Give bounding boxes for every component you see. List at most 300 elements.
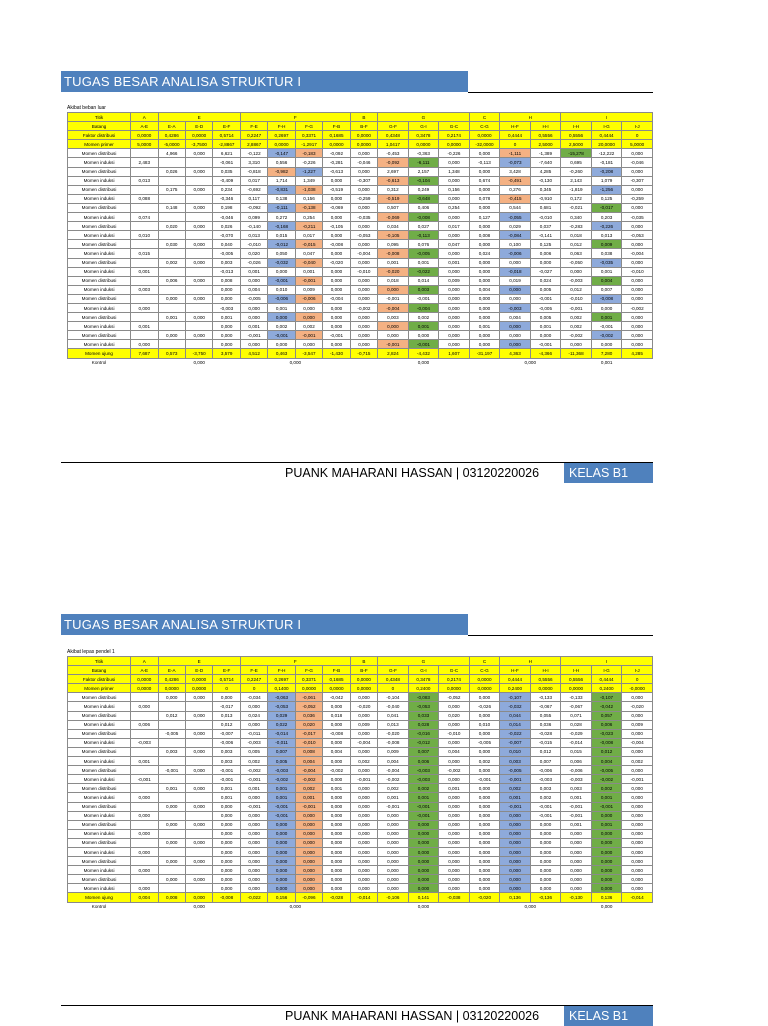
table-cell: -0,042 xyxy=(323,693,350,702)
table-cell: 0,026 xyxy=(213,222,240,231)
table-cell: 1,714 xyxy=(268,176,295,185)
table-cell: 0,000 xyxy=(268,857,295,866)
table-cell: 0,000 xyxy=(268,884,295,893)
table-cell: -0,001 xyxy=(408,294,439,303)
table-cell: 0,000 xyxy=(131,303,158,312)
table-cell: 0,000 xyxy=(213,322,240,331)
table-cell: -0,020 xyxy=(622,702,653,711)
table-cell: 0,000 xyxy=(622,820,653,829)
table-cell: 0,026 xyxy=(158,167,185,176)
table-cell: -0,010 xyxy=(295,738,322,747)
table-cell: 0,000 xyxy=(213,847,240,856)
table-cell: -0,061 xyxy=(213,158,240,167)
table-cell xyxy=(131,766,158,775)
table-cell: -0,001 xyxy=(350,775,377,784)
table-cell: 0,038 xyxy=(591,249,622,258)
table-cell: -0,409 xyxy=(213,176,240,185)
table-cell: 0,001 xyxy=(439,258,470,267)
table-cell: 0,029 xyxy=(268,711,295,720)
table-cell: -0,106 xyxy=(378,893,409,902)
table-cell: -0,003 xyxy=(213,303,240,312)
table-cell: 0,117 xyxy=(240,194,267,203)
footer-kelas-badge: KELAS B1 xyxy=(564,1006,653,1026)
table-cell: 0,000 xyxy=(622,185,653,194)
table-cell xyxy=(131,693,158,702)
table-cell xyxy=(131,203,158,212)
table-cell: -0,105 xyxy=(323,222,350,231)
table-cell: 0,4444 xyxy=(591,131,622,140)
table-cell: 0,000 xyxy=(439,213,470,222)
table-cell: 3,310 xyxy=(240,158,267,167)
table-cell: 0,000 xyxy=(439,294,470,303)
table-cell: 0,014 xyxy=(408,276,439,285)
table-cell: 0,001 xyxy=(295,267,322,276)
table-cell: 0,0000 xyxy=(439,684,470,693)
table-row xyxy=(68,793,653,802)
table-cell: -0,001 xyxy=(500,802,531,811)
table-cell: 0,000 xyxy=(131,866,158,875)
table-cell xyxy=(131,313,158,322)
table-cell: -0,018 xyxy=(500,267,531,276)
table-cell: 0,000 xyxy=(591,884,622,893)
table-cell: 0,000 xyxy=(439,757,470,766)
momen-ujung-row xyxy=(68,349,653,358)
table-cell: 0,000 xyxy=(408,866,439,875)
table-cell: -0,003 xyxy=(500,303,531,312)
table-cell: 0,3478 xyxy=(408,675,439,684)
row-label: Momen distribusi xyxy=(68,747,131,756)
table-cell: 0,000 xyxy=(350,693,377,702)
table-cell: 0,000 xyxy=(185,149,212,158)
table-cell: 0 xyxy=(622,131,653,140)
table-cell: -0,096 xyxy=(295,893,322,902)
table-cell: 0,000 xyxy=(350,222,377,231)
table-cell: -0,004 xyxy=(350,249,377,258)
table-cell: 0,000 xyxy=(350,149,377,158)
table-cell: 0,007 xyxy=(530,757,561,766)
table-cell: 0,2174 xyxy=(439,131,470,140)
table-cell: 0,000 xyxy=(439,811,470,820)
footer-author: PUANK MAHARANI HASSAN | 03120220026 xyxy=(285,466,540,480)
kontrol-value: 0,000 xyxy=(524,359,537,365)
table-cell: -0,020 xyxy=(378,267,409,276)
table-cell: 0,000 xyxy=(622,711,653,720)
table-cell: 0,000 xyxy=(185,893,212,902)
table-cell: 0,000 xyxy=(469,340,500,349)
table-cell: 0,001 xyxy=(131,267,158,276)
row-label: Momen distribusi xyxy=(68,149,131,158)
table-cell: 0,000 xyxy=(469,802,500,811)
table-cell: 0,000 xyxy=(500,285,531,294)
table-cell: -0,004 xyxy=(378,303,409,312)
table-cell: 0,001 xyxy=(408,322,439,331)
table-row xyxy=(68,766,653,775)
table-cell: 0,008 xyxy=(469,231,500,240)
table-cell: -0,226 xyxy=(591,222,622,231)
table-cell: -0,005 xyxy=(500,766,531,775)
table-cell: 0,002 xyxy=(378,784,409,793)
table-cell: -0,113 xyxy=(408,231,439,240)
table-cell: -0,001 xyxy=(268,331,295,340)
table-cell: 0,463 xyxy=(268,349,295,358)
table-cell: -2,8867 xyxy=(213,140,240,149)
table-cell: 0,044 xyxy=(500,711,531,720)
table-cell: 0,001 xyxy=(408,793,439,802)
row-label: Momen induksi xyxy=(68,176,131,185)
table-cell: 0,000 xyxy=(439,720,470,729)
table-cell: 0,001 xyxy=(240,784,267,793)
row-label: Momen induksi xyxy=(68,847,131,856)
table-cell: 0,003 xyxy=(213,258,240,267)
table-cell: 0,000 xyxy=(350,884,377,893)
table-cell: 0,015 xyxy=(268,231,295,240)
kontrol-value: 0,000 xyxy=(289,903,302,909)
table-cell: 0,000 xyxy=(185,747,212,756)
table-cell: -0,010 xyxy=(350,267,377,276)
table-cell: 0,003 xyxy=(530,784,561,793)
table-cell: 0,004 xyxy=(469,285,500,294)
table-row xyxy=(68,303,653,312)
table-cell: 0,2400 xyxy=(500,684,531,693)
table-cell: 0,001 xyxy=(469,322,500,331)
table-cell: 0,000 xyxy=(323,829,350,838)
table-cell: 0,000 xyxy=(469,829,500,838)
table-cell: 0,000 xyxy=(131,811,158,820)
table-cell: -0,017 xyxy=(295,729,322,738)
table-cell: 0,000 xyxy=(469,294,500,303)
table-cell: -0,140 xyxy=(240,222,267,231)
table-cell: 0,000 xyxy=(323,802,350,811)
table-cell: 0,001 xyxy=(378,793,409,802)
table-cell: -0,012 xyxy=(268,240,295,249)
table-cell: 0,000 xyxy=(268,847,295,856)
table-cell: 0,000 xyxy=(350,331,377,340)
table-cell: 0,003 xyxy=(408,285,439,294)
table-cell: 0,000 xyxy=(469,331,500,340)
table-cell: G-I xyxy=(408,666,439,675)
table-cell: E-F xyxy=(213,666,240,675)
titik-header-cell: I xyxy=(561,657,653,666)
table-cell: 0,024 xyxy=(240,711,267,720)
table-cell xyxy=(131,222,158,231)
table-cell: 0,000 xyxy=(500,838,531,847)
table-cell xyxy=(131,838,158,847)
table-cell: 0,001 xyxy=(591,267,622,276)
table-cell: 0,000 xyxy=(350,258,377,267)
table-cell: 0,000 xyxy=(323,838,350,847)
table-cell: 0,000 xyxy=(622,258,653,267)
table-cell: 0,028 xyxy=(561,720,592,729)
table-cell: 0,013 xyxy=(240,231,267,240)
table-cell: 0,312 xyxy=(378,185,409,194)
row-label: Momen distribusi xyxy=(68,820,131,829)
table-cell: 7,280 xyxy=(591,349,622,358)
table-cell: -0,042 xyxy=(591,702,622,711)
titik-header-cell: E xyxy=(158,113,240,122)
table-cell xyxy=(185,249,212,258)
table-cell: 0,000 xyxy=(378,884,409,893)
table-cell: 4,285 xyxy=(622,349,653,358)
table-cell: -0,001 xyxy=(378,340,409,349)
table-cell: 0,002 xyxy=(622,757,653,766)
row-label: Momen distribusi xyxy=(68,693,131,702)
table-cell: 0,000 xyxy=(469,884,500,893)
table-row xyxy=(68,203,653,212)
table-cell: 0,017 xyxy=(439,222,470,231)
table-cell: 0,000 xyxy=(439,884,470,893)
titik-header-cell: H xyxy=(500,657,561,666)
table-cell: 0,000 xyxy=(622,285,653,294)
table-cell: -0,004 xyxy=(408,303,439,312)
table-cell: -0,067 xyxy=(561,702,592,711)
table-cell: 0,001 xyxy=(213,793,240,802)
table-cell: 0 xyxy=(500,140,531,149)
table-cell: -0,648 xyxy=(408,194,439,203)
table-cell: 0,000 xyxy=(500,811,531,820)
table-cell: 0,000 xyxy=(439,866,470,875)
table-cell: -0,122 xyxy=(240,149,267,158)
table-cell: -0,001 xyxy=(561,802,592,811)
row-label: Momen induksi xyxy=(68,829,131,838)
table-cell: 0,4444 xyxy=(591,675,622,684)
table-cell: -3,750 xyxy=(185,349,212,358)
table-cell: -0,006 xyxy=(213,738,240,747)
table-cell: -0,001 xyxy=(378,294,409,303)
table-cell: -12,222 xyxy=(591,149,622,158)
table-cell: 0,000 xyxy=(622,802,653,811)
table-cell: 0,0000 xyxy=(469,131,500,140)
table-cell: 0,0000 xyxy=(408,140,439,149)
table-cell: 0,0000 xyxy=(158,684,185,693)
kontrol-value xyxy=(131,902,158,910)
table-cell: F-G xyxy=(295,666,322,675)
table-cell: 0,006 xyxy=(591,720,622,729)
table-cell: 0,007 xyxy=(408,747,439,756)
table-cell: -0,001 xyxy=(131,775,158,784)
table-cell: G-C xyxy=(439,666,470,675)
table-cell: 0,000 xyxy=(378,847,409,856)
table-cell: 0,156 xyxy=(439,185,470,194)
table-cell: 0,000 xyxy=(185,185,212,194)
table-cell: -0,006 xyxy=(268,294,295,303)
titik-header-cell: E xyxy=(158,657,240,666)
table-row xyxy=(68,820,653,829)
table-cell: 0,138 xyxy=(268,194,295,203)
table-cell: -0,002 xyxy=(268,775,295,784)
table-cell: -0,001 xyxy=(213,775,240,784)
table-cell: 0,000 xyxy=(408,820,439,829)
table-cell: 0,000 xyxy=(591,866,622,875)
table-cell: 0,000 xyxy=(350,811,377,820)
table-cell: 0,000 xyxy=(350,747,377,756)
table-cell: 0,007 xyxy=(591,285,622,294)
table-cell: 2,5000 xyxy=(530,140,561,149)
table-cell: 0,000 xyxy=(622,747,653,756)
table-cell: 0,0000 xyxy=(350,131,377,140)
table-cell: 0,006 xyxy=(408,757,439,766)
row-label: Momen distribusi xyxy=(68,875,131,884)
table-cell: -0,307 xyxy=(350,176,377,185)
table-row xyxy=(68,176,653,185)
table-cell: 0,0000 xyxy=(323,684,350,693)
table-cell: -0,113 xyxy=(469,158,500,167)
table-cell: 0,0000 xyxy=(131,684,158,693)
table-cell: 0,015 xyxy=(131,249,158,258)
table-cell: -0,008 xyxy=(378,738,409,747)
table-cell: 0,002 xyxy=(530,793,561,802)
table-row xyxy=(68,847,653,856)
table-cell: -0,017 xyxy=(591,203,622,212)
table-cell: 0,000 xyxy=(439,267,470,276)
table-cell: 0,000 xyxy=(439,702,470,711)
table-cell xyxy=(131,820,158,829)
table-cell: 0,000 xyxy=(378,857,409,866)
table-cell: 0,000 xyxy=(561,267,592,276)
row-label: Faktor distribusi xyxy=(68,131,131,140)
row-label: Momen distribusi xyxy=(68,766,131,775)
titik-header-cell: F xyxy=(240,657,350,666)
table-cell: 0,000 xyxy=(622,322,653,331)
table-cell: 0,000 xyxy=(295,857,322,866)
table-cell: 0,000 xyxy=(439,820,470,829)
table-row xyxy=(68,313,653,322)
table-cell: 0,000 xyxy=(439,829,470,838)
table-cell: 0,125 xyxy=(530,240,561,249)
table-cell: 0,0000 xyxy=(439,140,470,149)
table-cell: F-G xyxy=(295,122,322,131)
table-cell: -0,107 xyxy=(500,693,531,702)
table-cell: 0,000 xyxy=(185,711,212,720)
table-cell: 0,003 xyxy=(131,285,158,294)
table-cell: 1,348 xyxy=(439,167,470,176)
table-cell: 0,020 xyxy=(158,222,185,231)
table-row xyxy=(68,747,653,756)
table-cell: 0,2697 xyxy=(268,675,295,684)
table-row xyxy=(68,213,653,222)
table-cell: 0,050 xyxy=(268,249,295,258)
row-label: Momen induksi xyxy=(68,811,131,820)
table-cell: 0,000 xyxy=(350,866,377,875)
table-cell: 0,000 xyxy=(500,829,531,838)
table-cell: -0,692 xyxy=(240,185,267,194)
table-row xyxy=(68,331,653,340)
batang-header-row xyxy=(68,666,653,675)
table-cell: -4,432 xyxy=(408,349,439,358)
table-cell: -0,014 xyxy=(350,893,377,902)
row-label: Momen ujung xyxy=(68,349,131,358)
table-cell: -0,073 xyxy=(500,158,531,167)
table-cell: 0,000 xyxy=(622,811,653,820)
table-cell: 0,017 xyxy=(295,231,322,240)
row-label: Momen distribusi xyxy=(68,203,131,212)
table-cell: 0,000 xyxy=(469,793,500,802)
momen-ujung-row xyxy=(68,893,653,902)
table-cell: 0,000 xyxy=(561,866,592,875)
table-cell: 0,000 xyxy=(530,847,561,856)
table-cell: -0,067 xyxy=(530,702,561,711)
table-cell: -0,010 xyxy=(240,240,267,249)
table-cell: 0,100 xyxy=(500,240,531,249)
table-cell: 0,000 xyxy=(240,838,267,847)
titik-header-row xyxy=(68,113,653,122)
table-cell: -0,010 xyxy=(561,294,592,303)
table-cell: 0,156 xyxy=(295,194,322,203)
table-cell xyxy=(158,811,185,820)
table-cell: 0,2174 xyxy=(439,675,470,684)
row-label: Momen distribusi xyxy=(68,222,131,231)
table-cell: -0,020 xyxy=(469,893,500,902)
table-cell: 0,000 xyxy=(323,231,350,240)
table-cell: -0,052 xyxy=(295,702,322,711)
table-cell: 0,000 xyxy=(350,322,377,331)
table-cell: 0,028 xyxy=(408,720,439,729)
table-cell: 0,000 xyxy=(378,285,409,294)
table-cell: -0,519 xyxy=(378,194,409,203)
table-cell: 0,000 xyxy=(500,331,531,340)
table-cell: 0,000 xyxy=(323,267,350,276)
table-cell xyxy=(131,294,158,303)
table-cell: 0,0000 xyxy=(561,684,592,693)
table-cell: -0,818 xyxy=(240,167,267,176)
titik-header-cell: B xyxy=(350,113,377,122)
table-cell: 0,0000 xyxy=(323,140,350,149)
table-cell: 0,099 xyxy=(240,213,267,222)
table-cell: 0,055 xyxy=(530,711,561,720)
table-cell: 4,512 xyxy=(240,349,267,358)
table-row xyxy=(68,729,653,738)
table-cell: -0,260 xyxy=(561,167,592,176)
table-cell: E-D xyxy=(185,122,212,131)
table-cell: 0,001 xyxy=(591,793,622,802)
table-cell: -0,069 xyxy=(323,203,350,212)
footer-kelas-badge: KELAS B1 xyxy=(564,463,653,483)
table-row xyxy=(68,185,653,194)
table-cell: -0,001 xyxy=(240,802,267,811)
table-cell: 0,009 xyxy=(295,285,322,294)
table-cell: 0,000 xyxy=(622,793,653,802)
table-cell: -0,307 xyxy=(622,176,653,185)
titik-header-cell: C xyxy=(469,657,500,666)
table-cell: 0,000 xyxy=(350,793,377,802)
table-cell: 0 xyxy=(240,684,267,693)
table-cell: 0,125 xyxy=(591,194,622,203)
table-cell: 0,001 xyxy=(561,820,592,829)
table-cell: 0,000 xyxy=(350,820,377,829)
table-cell xyxy=(185,720,212,729)
table-cell: -0,001 xyxy=(530,294,561,303)
table-cell: 0,000 xyxy=(185,167,212,176)
table-cell: -0,001 xyxy=(295,802,322,811)
table-row xyxy=(68,340,653,349)
table-cell: 0,018 xyxy=(323,711,350,720)
table-cell: 0,012 xyxy=(530,747,561,756)
table-cell: -0,020 xyxy=(378,729,409,738)
table-cell: 0,000 xyxy=(350,285,377,294)
table-cell: 0,000 xyxy=(268,829,295,838)
table-cell: 0,000 xyxy=(622,829,653,838)
table-cell: 0,000 xyxy=(378,866,409,875)
table-cell xyxy=(185,811,212,820)
table-cell: 0,000 xyxy=(500,884,531,893)
moment-distribution-table xyxy=(67,112,653,366)
table-cell: 0,276 xyxy=(500,185,531,194)
table-row xyxy=(68,258,653,267)
titik-header-cell: Titik xyxy=(68,657,131,666)
table-cell: 0,002 xyxy=(240,757,267,766)
table-cell: 0,020 xyxy=(240,249,267,258)
table-cell: -0,032 xyxy=(268,258,295,267)
table-cell: -0,005 xyxy=(213,249,240,258)
